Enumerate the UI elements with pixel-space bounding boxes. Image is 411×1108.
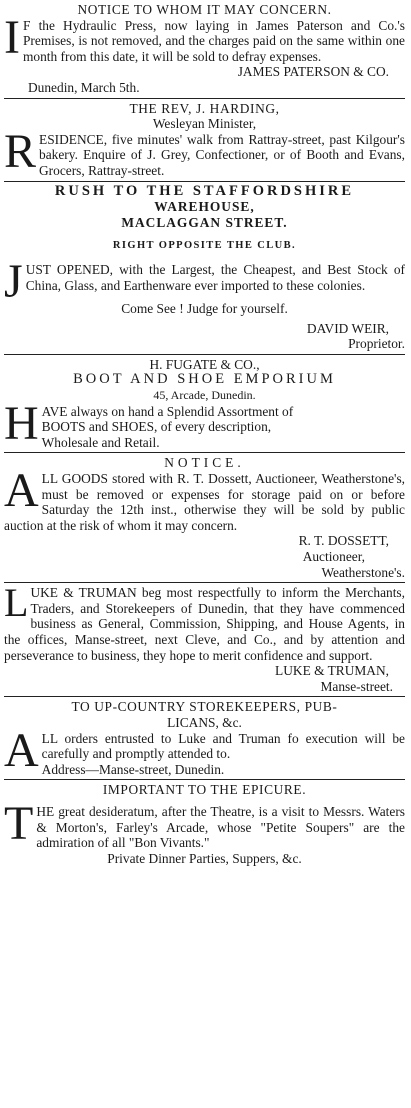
ad-signature: R. T. DOSSETT, xyxy=(298,533,389,549)
ad-body xyxy=(4,796,405,851)
ad-body xyxy=(4,254,405,308)
ad-heading: NOTICE TO WHOM IT MAY CONCERN. xyxy=(77,2,332,17)
ad-address: 45, Arcade, Dunedin. xyxy=(153,388,256,403)
ad-body-text: HE great desideratum, after the Theatre, is a visit to Messrs. Waters & Morton's, Farley's Arcade, whose "Petite Soupers" are the admiration of all "Bon Vivants." xyxy=(36,803,405,851)
ad-body-text: ESIDENCE, five minutes' walk from Rattray-street, past Kilgour's bakery. Enquire of J. Grey, Confectioner, or of Booth and Evans, Grocers, Rattray-street. xyxy=(39,131,405,178)
ad-body-line2: BOOTS and SHOES, of every description, xyxy=(41,419,272,435)
drop-cap: J xyxy=(4,254,23,308)
divider xyxy=(4,582,405,583)
ad-dossett-notice xyxy=(4,455,405,580)
ad-staffordshire-warehouse xyxy=(4,184,405,352)
ad-heading-line3: MACLAGGAN STREET. xyxy=(121,214,288,230)
divider xyxy=(4,696,405,697)
ad-signature: JAMES PATERSON & CO. xyxy=(237,64,389,80)
ad-heading: H. FUGATE & CO., xyxy=(149,356,260,372)
ad-footer: Private Dinner Parties, Suppers, &c. xyxy=(107,850,302,866)
ad-heading: TO UP-COUNTRY STOREKEEPERS, PUB- xyxy=(71,699,338,715)
divider xyxy=(4,354,405,355)
ad-heading: THE REV, J. HARDING, xyxy=(129,100,280,116)
ad-body xyxy=(4,396,405,451)
ad-heading-line2: WAREHOUSE, xyxy=(154,199,255,215)
ad-tagline: RIGHT OPPOSITE THE CLUB. xyxy=(112,240,297,252)
ad-body-text: F the Hydraulic Press, now laying in James Paterson and Co.'s Premises, is not removed, and the charges paid on the same within one month from this date, it will be sold to defray expenses. xyxy=(22,17,405,64)
ad-place: Manse-street. xyxy=(320,678,393,694)
ad-heading: RUSH TO THE STAFFORDSHIRE xyxy=(54,182,355,199)
drop-cap: T xyxy=(4,796,34,850)
ad-subheading: Wesleyan Minister, xyxy=(152,116,257,132)
ad-epicure xyxy=(4,782,405,866)
ad-fugate-emporium xyxy=(4,357,405,451)
ad-body-line3: Wholesale and Retail. xyxy=(41,434,160,450)
drop-cap: L xyxy=(4,580,29,626)
ad-address: Address—Manse-street, Dunedin. xyxy=(41,761,225,777)
divider xyxy=(4,452,405,453)
divider xyxy=(4,181,405,182)
ad-body-line1: AVE always on hand a Splendid Assortment of xyxy=(41,403,294,419)
ad-heading: IMPORTANT TO THE EPICURE. xyxy=(102,782,307,798)
drop-cap: A xyxy=(4,464,39,518)
ad-place: Weatherstone's. xyxy=(321,564,405,580)
drop-cap: I xyxy=(4,10,20,64)
ad-heading: NOTICE. xyxy=(164,455,245,471)
ad-heading-line2: BOOT AND SHOE EMPORIUM xyxy=(73,371,336,388)
ad-body xyxy=(4,580,405,663)
ad-title: Proprietor. xyxy=(348,336,405,352)
drop-cap: A xyxy=(4,723,39,777)
divider xyxy=(4,779,405,780)
ad-body-text: UKE & TRUMAN beg most respectfully to inform the Merchants, Traders, and Storekeepers of Dunedin, that they have commenced business as General, Commission, Shipping, and House Agents, in the offices, Manse-street, next Cleve, and Co., and by attention and perseverance to business, they hope to merit confidence and support. xyxy=(4,585,405,663)
ad-signature: LUKE & TRUMAN, xyxy=(275,663,389,679)
ad-heading-line2: LICANS, &c. xyxy=(167,714,242,730)
divider xyxy=(4,98,405,99)
ad-body-text: LL orders entrusted to Luke and Truman fo execution will be carefully and promptly attended to. xyxy=(41,730,405,762)
ad-luke-truman xyxy=(4,580,405,694)
ad-body xyxy=(4,10,405,65)
ad-up-country xyxy=(4,699,405,777)
drop-cap: H xyxy=(4,396,39,450)
ad-signature: DAVID WEIR, xyxy=(306,320,389,336)
ad-body-text: UST OPENED, with the Largest, the Cheapest, and Best Stock of China, Glass, and Earthenware ever imported to these colonies. xyxy=(25,261,405,293)
ad-invite: Come See ! Judge for yourself. xyxy=(121,301,288,317)
ad-body-text: LL GOODS stored with R. T. Dossett, Auctioneer, Weatherstone's, must be removed or expenses for storage paid on or before Saturday the 12th inst., otherwise they will be sold by public auction at the risk of whom it may concern. xyxy=(4,471,405,533)
ad-rev-harding xyxy=(4,101,405,179)
ad-title: Auctioneer, xyxy=(302,549,365,564)
drop-cap: R xyxy=(4,124,37,178)
ad-hydraulic-press xyxy=(4,2,405,96)
ad-body xyxy=(4,464,405,533)
ad-date: Dunedin, March 5th. xyxy=(28,79,140,95)
